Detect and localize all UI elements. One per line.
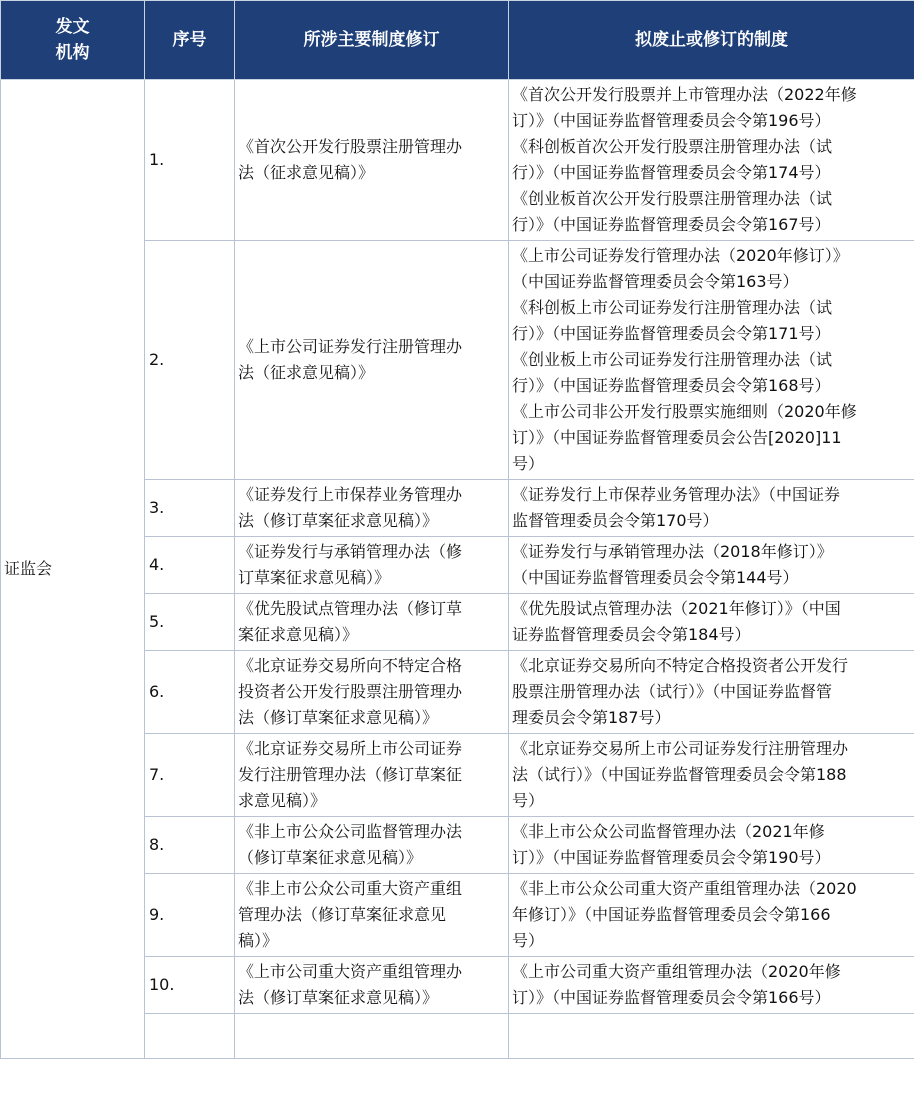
rule-line: 《上市公司证券发行注册管理办 xyxy=(238,337,463,356)
header-org-line-2: 机构 xyxy=(55,43,90,63)
rule-line: 《北京证券交易所上市公司证券 xyxy=(238,739,463,758)
rule-cell xyxy=(235,480,509,537)
rule-cell xyxy=(235,817,509,874)
rule-cell xyxy=(235,734,509,817)
repeal-line: 《上市公司证券发行管理办法（2020年修订）》 xyxy=(512,246,849,265)
rule-line: 管理办法（修订草案征求意见 xyxy=(238,905,447,924)
rule-line: （修订草案征求意见稿）》 xyxy=(238,848,423,867)
repeal-line: 法（试行）》（中国证券监督管理委员会令第188 xyxy=(512,765,847,784)
repeal-line: 订）》（中国证券监督管理委员会令第190号） xyxy=(512,848,831,867)
repeal-line: 《非上市公众公司监督管理办法（2021年修 xyxy=(512,822,825,841)
rule-line: 法（修订草案征求意见稿）》 xyxy=(238,988,439,1007)
repeal-line: 年修订）》（中国证券监督管理委员会令第166 xyxy=(512,905,831,924)
header-rule: 所涉主要制度修订 xyxy=(235,1,509,80)
rule-line: 法（修订草案征求意见稿）》 xyxy=(238,511,439,530)
rule-line: 法（征求意见稿）》 xyxy=(238,163,375,182)
seq-cell: 9. xyxy=(145,874,235,957)
repeal-line: 号） xyxy=(512,931,545,950)
repeal-line: 《北京证券交易所向不特定合格投资者公开发行 xyxy=(512,656,849,675)
header-org-line-1: 发文 xyxy=(55,17,90,37)
repeal-line: 《科创板上市公司证券发行注册管理办法（试 xyxy=(512,298,833,317)
rule-line: 《证券发行上市保荐业务管理办 xyxy=(238,485,463,504)
rule-line: 《优先股试点管理办法（修订草 xyxy=(238,599,463,618)
rule-cell xyxy=(235,594,509,651)
repeal-line: 订）》（中国证券监督管理委员会令第196号） xyxy=(512,111,831,130)
rule-line: 《首次公开发行股票注册管理办 xyxy=(238,137,463,156)
empty-cell xyxy=(145,1014,235,1059)
repeal-line: 监督管理委员会令第170号） xyxy=(512,511,719,530)
repeal-cell xyxy=(509,734,914,817)
repeal-line: 行）》（中国证券监督管理委员会令第168号） xyxy=(512,376,831,395)
header-organization xyxy=(1,1,145,80)
repeal-line: 《非上市公众公司重大资产重组管理办法（2020 xyxy=(512,879,857,898)
repeal-line: 号） xyxy=(512,791,545,810)
repeal-line: 订）》（中国证券监督管理委员会令第166号） xyxy=(512,988,831,1007)
rule-line: 法（修订草案征求意见稿）》 xyxy=(238,708,439,727)
empty-cell xyxy=(509,1014,914,1059)
rule-cell xyxy=(235,957,509,1014)
seq-cell: 3. xyxy=(145,480,235,537)
rule-line: 稿）》 xyxy=(238,931,279,950)
seq-cell: 4. xyxy=(145,537,235,594)
organization-cell: 证监会 xyxy=(1,80,145,1059)
rule-line: 法（征求意见稿）》 xyxy=(238,363,375,382)
repeal-line: 《首次公开发行股票并上市管理办法（2022年修 xyxy=(512,85,857,104)
seq-cell: 2. xyxy=(145,241,235,480)
repeal-line: 号） xyxy=(512,454,545,473)
repeal-cell xyxy=(509,80,914,241)
rule-cell xyxy=(235,537,509,594)
repeal-line: 行）》（中国证券监督管理委员会令第171号） xyxy=(512,324,831,343)
repeal-cell xyxy=(509,651,914,734)
repeal-line: 《科创板首次公开发行股票注册管理办法（试 xyxy=(512,137,833,156)
rule-line: 订草案征求意见稿）》 xyxy=(238,568,391,587)
header-repeal: 拟废止或修订的制度 xyxy=(509,1,914,80)
header-seq: 序号 xyxy=(145,1,235,80)
repeal-line: 《上市公司非公开发行股票实施细则（2020年修 xyxy=(512,402,857,421)
repeal-line: 理委员会令第187号） xyxy=(512,708,671,727)
repeal-cell xyxy=(509,817,914,874)
repeal-line: 股票注册管理办法（试行）》（中国证券监督管 xyxy=(512,682,833,701)
repeal-line: 《上市公司重大资产重组管理办法（2020年修 xyxy=(512,962,841,981)
repeal-line: 行）》（中国证券监督管理委员会令第174号） xyxy=(512,163,831,182)
rule-cell xyxy=(235,651,509,734)
rule-line: 《证券发行与承销管理办法（修 xyxy=(238,542,463,561)
table-header-row xyxy=(1,1,914,80)
seq-cell: 10. xyxy=(145,957,235,1014)
rule-line: 案征求意见稿）》 xyxy=(238,625,359,644)
rule-line: 《非上市公众公司监督管理办法 xyxy=(238,822,463,841)
table-row xyxy=(1,80,914,241)
repeal-line: 《证券发行上市保荐业务管理办法》（中国证券 xyxy=(512,485,841,504)
rule-line: 求意见稿）》 xyxy=(238,791,327,810)
repeal-cell xyxy=(509,594,914,651)
repeal-cell xyxy=(509,874,914,957)
rule-line: 《上市公司重大资产重组管理办 xyxy=(238,962,463,981)
seq-cell: 8. xyxy=(145,817,235,874)
seq-cell: 5. xyxy=(145,594,235,651)
rule-cell xyxy=(235,241,509,480)
seq-cell: 1. xyxy=(145,80,235,241)
repeal-line: 证券监督管理委员会令第184号） xyxy=(512,625,751,644)
repeal-line: 《优先股试点管理办法（2021年修订）》（中国 xyxy=(512,599,841,618)
seq-cell: 6. xyxy=(145,651,235,734)
seq-cell: 7. xyxy=(145,734,235,817)
rule-cell xyxy=(235,874,509,957)
repeal-line: 订）》（中国证券监督管理委员会公告[2020]11 xyxy=(512,428,842,447)
repeal-cell xyxy=(509,537,914,594)
empty-cell xyxy=(235,1014,509,1059)
repeal-line: （中国证券监督管理委员会令第144号） xyxy=(512,568,799,587)
repeal-cell xyxy=(509,957,914,1014)
repeal-line: 《创业板上市公司证券发行注册管理办法（试 xyxy=(512,350,833,369)
repeal-line: 《证券发行与承销管理办法（2018年修订）》 xyxy=(512,542,833,561)
repeal-cell xyxy=(509,480,914,537)
rule-line: 《非上市公众公司重大资产重组 xyxy=(238,879,463,898)
repeal-line: 行）》（中国证券监督管理委员会令第167号） xyxy=(512,215,831,234)
repeal-cell xyxy=(509,241,914,480)
repeal-line: （中国证券监督管理委员会令第163号） xyxy=(512,272,799,291)
rule-line: 投资者公开发行股票注册管理办 xyxy=(238,682,463,701)
rule-line: 《北京证券交易所向不特定合格 xyxy=(238,656,463,675)
rule-line: 发行注册管理办法（修订草案征 xyxy=(238,765,463,784)
rule-cell xyxy=(235,80,509,241)
repeal-line: 《北京证券交易所上市公司证券发行注册管理办 xyxy=(512,739,849,758)
repeal-line: 《创业板首次公开发行股票注册管理办法（试 xyxy=(512,189,833,208)
